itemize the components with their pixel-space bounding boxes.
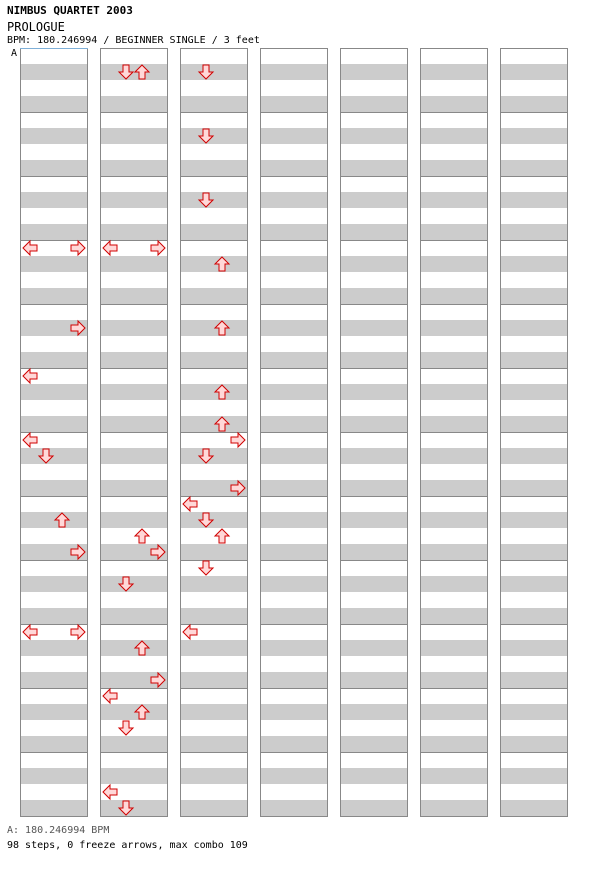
beat-stripe	[20, 768, 88, 784]
beat-stripe	[260, 64, 328, 80]
beat-stripe	[260, 416, 328, 432]
beat-stripe	[260, 352, 328, 368]
beat-stripe	[20, 416, 88, 432]
beat-stripe	[180, 512, 248, 528]
beat-stripe	[20, 800, 88, 816]
beat-stripe	[180, 672, 248, 688]
beat-stripe	[500, 608, 568, 624]
beat-stripe	[260, 704, 328, 720]
beat-stripe	[340, 672, 408, 688]
beat-stripe	[260, 640, 328, 656]
beat-stripe	[420, 672, 488, 688]
beat-stripe	[180, 256, 248, 272]
step-arrow-right	[151, 241, 165, 255]
beat-stripe	[20, 512, 88, 528]
beat-stripe	[20, 736, 88, 752]
beat-stripe	[20, 256, 88, 272]
beat-stripe	[180, 288, 248, 304]
beat-stripe	[340, 736, 408, 752]
step-arrow-left	[103, 785, 117, 799]
chart-column	[260, 49, 328, 817]
beat-stripe	[500, 352, 568, 368]
beat-stripe	[500, 416, 568, 432]
step-arrow-left	[103, 689, 117, 703]
beat-stripe	[420, 192, 488, 208]
beat-stripe	[260, 192, 328, 208]
beat-stripe	[260, 224, 328, 240]
beat-stripe	[100, 96, 168, 112]
beat-stripe	[180, 128, 248, 144]
beat-stripe	[500, 800, 568, 816]
beat-stripe	[500, 576, 568, 592]
beat-stripe	[500, 512, 568, 528]
beat-stripe	[20, 608, 88, 624]
beat-stripe	[500, 480, 568, 496]
beat-stripe	[100, 160, 168, 176]
step-stats: 98 steps, 0 freeze arrows, max combo 109	[7, 840, 248, 851]
beat-stripe	[180, 160, 248, 176]
step-arrow-left	[23, 369, 37, 383]
beat-stripe	[20, 448, 88, 464]
beat-stripe	[20, 640, 88, 656]
beat-stripe	[500, 544, 568, 560]
song-title: PROLOGUE	[7, 20, 65, 34]
beat-stripe	[20, 384, 88, 400]
beat-stripe	[420, 96, 488, 112]
beat-stripe	[180, 448, 248, 464]
beat-stripe	[420, 416, 488, 432]
beat-stripe	[180, 192, 248, 208]
chart-column	[340, 49, 408, 817]
step-arrow-left	[183, 625, 197, 639]
beat-stripe	[500, 640, 568, 656]
beat-stripe	[260, 544, 328, 560]
beat-stripe	[20, 96, 88, 112]
beat-stripe	[420, 352, 488, 368]
beat-stripe	[340, 704, 408, 720]
beat-stripe	[260, 448, 328, 464]
beat-stripe	[340, 416, 408, 432]
beat-stripe	[100, 416, 168, 432]
beat-stripe	[420, 160, 488, 176]
beat-stripe	[100, 288, 168, 304]
beat-stripe	[100, 512, 168, 528]
beat-stripe	[20, 576, 88, 592]
beat-stripe	[100, 576, 168, 592]
beat-stripe	[260, 480, 328, 496]
beat-stripe	[340, 256, 408, 272]
step-arrow-left	[23, 625, 37, 639]
step-arrow-down	[199, 561, 213, 575]
beat-stripe	[20, 480, 88, 496]
beat-stripe	[260, 128, 328, 144]
beat-stripe	[340, 64, 408, 80]
beat-stripe	[180, 768, 248, 784]
beat-stripe	[20, 160, 88, 176]
bpm-legend: A: 180.246994 BPM	[7, 825, 110, 836]
step-arrow-right	[231, 433, 245, 447]
beat-stripe	[420, 320, 488, 336]
beat-stripe	[340, 128, 408, 144]
beat-stripe	[340, 512, 408, 528]
beat-stripe	[260, 608, 328, 624]
beat-stripe	[500, 96, 568, 112]
beat-stripe	[420, 768, 488, 784]
beat-stripe	[420, 704, 488, 720]
beat-stripe	[420, 448, 488, 464]
beat-stripe	[100, 704, 168, 720]
beat-stripe	[420, 64, 488, 80]
beat-stripe	[180, 608, 248, 624]
beat-stripe	[260, 576, 328, 592]
beat-stripe	[340, 160, 408, 176]
chart-column	[420, 49, 488, 817]
beat-stripe	[420, 800, 488, 816]
beat-stripe	[340, 288, 408, 304]
beat-stripe	[100, 800, 168, 816]
beat-stripe	[100, 64, 168, 80]
beat-stripe	[500, 320, 568, 336]
beat-stripe	[340, 384, 408, 400]
beat-stripe	[20, 352, 88, 368]
beat-stripe	[180, 640, 248, 656]
beat-stripe	[340, 224, 408, 240]
beat-stripe	[100, 736, 168, 752]
beat-stripe	[500, 160, 568, 176]
step-arrow-up	[135, 529, 149, 543]
beat-stripe	[340, 320, 408, 336]
beat-stripe	[100, 480, 168, 496]
beat-stripe	[180, 800, 248, 816]
beat-stripe	[20, 128, 88, 144]
beat-stripe	[340, 640, 408, 656]
chart-column	[500, 49, 568, 817]
beat-stripe	[180, 704, 248, 720]
beat-stripe	[180, 576, 248, 592]
beat-stripe	[420, 736, 488, 752]
beat-stripe	[100, 256, 168, 272]
beat-stripe	[500, 768, 568, 784]
beat-stripe	[500, 128, 568, 144]
beat-stripe	[340, 576, 408, 592]
beat-stripe	[500, 704, 568, 720]
beat-stripe	[500, 256, 568, 272]
beat-stripe	[340, 768, 408, 784]
beat-stripe	[180, 352, 248, 368]
beat-stripe	[420, 576, 488, 592]
beat-stripe	[260, 768, 328, 784]
beat-stripe	[180, 64, 248, 80]
beat-stripe	[420, 640, 488, 656]
beat-stripe	[180, 96, 248, 112]
beat-stripe	[20, 64, 88, 80]
beat-stripe	[100, 640, 168, 656]
beat-stripe	[100, 128, 168, 144]
beat-stripe	[420, 256, 488, 272]
beat-stripe	[100, 224, 168, 240]
beat-stripe	[260, 288, 328, 304]
beat-stripe	[420, 384, 488, 400]
beat-stripe	[420, 224, 488, 240]
beat-stripe	[100, 608, 168, 624]
beat-stripe	[340, 96, 408, 112]
step-arrow-down	[119, 721, 133, 735]
beat-stripe	[260, 320, 328, 336]
beat-stripe	[260, 736, 328, 752]
beat-stripe	[260, 96, 328, 112]
beat-stripe	[260, 800, 328, 816]
beat-stripe	[260, 384, 328, 400]
song-artist: NIMBUS QUARTET 2003	[7, 4, 133, 17]
step-arrow-left	[23, 241, 37, 255]
beat-stripe	[180, 416, 248, 432]
step-arrow-left	[183, 497, 197, 511]
beat-stripe	[420, 288, 488, 304]
beat-stripe	[420, 512, 488, 528]
beat-stripe	[20, 288, 88, 304]
beat-stripe	[340, 544, 408, 560]
step-arrow-right	[71, 241, 85, 255]
beat-stripe	[420, 128, 488, 144]
beat-stripe	[20, 224, 88, 240]
beat-stripe	[100, 192, 168, 208]
bpm-marker-label: A	[11, 48, 18, 59]
beat-stripe	[420, 480, 488, 496]
beat-stripe	[500, 384, 568, 400]
beat-stripe	[20, 704, 88, 720]
beat-stripe	[340, 480, 408, 496]
beat-stripe	[180, 224, 248, 240]
beat-stripe	[100, 352, 168, 368]
beat-stripe	[340, 192, 408, 208]
beat-stripe	[340, 448, 408, 464]
beat-stripe	[340, 608, 408, 624]
beat-stripe	[500, 736, 568, 752]
beat-stripe	[500, 448, 568, 464]
beat-stripe	[260, 672, 328, 688]
beat-stripe	[180, 544, 248, 560]
beat-stripe	[500, 64, 568, 80]
step-arrow-up	[215, 529, 229, 543]
beat-stripe	[260, 256, 328, 272]
step-arrow-left	[23, 433, 37, 447]
beat-stripe	[180, 320, 248, 336]
beat-stripe	[20, 672, 88, 688]
beat-stripe	[260, 512, 328, 528]
beat-stripe	[100, 320, 168, 336]
beat-stripe	[100, 768, 168, 784]
beat-stripe	[500, 192, 568, 208]
chart-info: BPM: 180.246994 / BEGINNER SINGLE / 3 feet	[7, 35, 260, 46]
beat-stripe	[500, 224, 568, 240]
beat-stripe	[500, 672, 568, 688]
beat-stripe	[180, 736, 248, 752]
step-arrow-right	[71, 625, 85, 639]
step-arrow-left	[103, 241, 117, 255]
beat-stripe	[100, 448, 168, 464]
beat-stripe	[260, 160, 328, 176]
beat-stripe	[420, 608, 488, 624]
beat-stripe	[420, 544, 488, 560]
beat-stripe	[100, 384, 168, 400]
beat-stripe	[180, 384, 248, 400]
beat-stripe	[340, 352, 408, 368]
beat-stripe	[20, 192, 88, 208]
beat-stripe	[340, 800, 408, 816]
beat-stripe	[500, 288, 568, 304]
